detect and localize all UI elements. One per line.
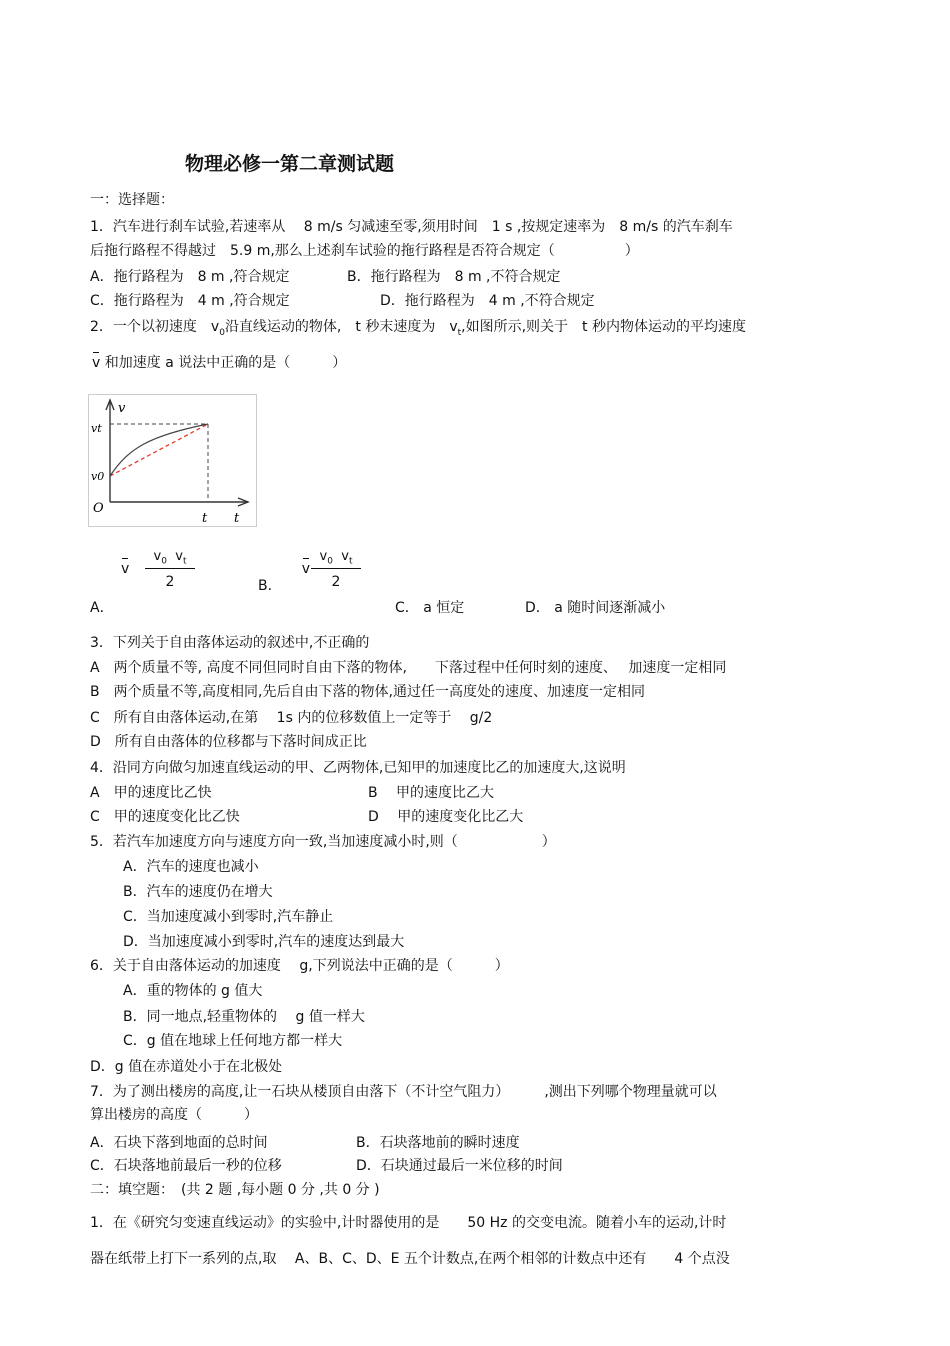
t-label: t <box>202 511 208 526</box>
q7-option-c: C．石块落地前最后一秒的位移 <box>90 1158 282 1174</box>
q1-stem-line2: 后拖行路程不得越过 5.9 m,那么上述刹车试验的拖行路程是否符合规定（ ） <box>90 243 639 259</box>
q3-option-b: B 两个质量不等,高度相同,先后自由下落的物体,通过任一高度处的速度、加速度一定相同 <box>90 684 645 700</box>
q6-option-c: C．g 值在地球上任何地方都一样大 <box>123 1033 343 1049</box>
q2-option-a-label: A． <box>90 600 114 616</box>
t-axis-label: t <box>234 511 240 526</box>
v-bar-symbol: v <box>92 355 101 371</box>
q1-option-b: B．拖行路程为 8 m ,不符合规定 <box>347 269 561 285</box>
page-title: 物理必修一第二章测试题 <box>185 153 395 175</box>
q2-stem-line1: 2．一个以初速度 $v_0$沿直线运动的物体, t 秒末速度为 $v_t$,如图所示,则关于 t 秒内物体运动的平均速度 <box>90 319 746 338</box>
q3-option-c: C 所有自由落体运动,在第 1s 内的位移数值上一定等于 g/2 <box>90 710 493 726</box>
v0-label: v0 <box>91 470 105 483</box>
f1-stem-line1: 1．在《研究匀变速直线运动》的实验中,计时器使用的是 50 Hz 的交变电流。随着小车的运动,计时 <box>90 1215 727 1231</box>
f1-stem-line2: 器在纸带上打下一系列的点,取 A、B、C、D、E 五个计数点,在两个相邻的计数点中还有 4 个点没 <box>90 1251 730 1267</box>
velocity-time-graph <box>88 394 258 529</box>
q7-stem-line1: 7．为了测出楼房的高度,让一石块从楼顶自由落下（不计空气阻力） ,测出下列哪个物理量就可以 <box>90 1084 717 1100</box>
q3-option-a: A 两个质量不等, 高度不同但同时自由下落的物体, 下落过程中任何时刻的速度、 加速度一定相同 <box>90 660 727 676</box>
q4-stem: 4．沿同方向做匀加速直线运动的甲、乙两物体,已知甲的加速度比乙的加速度大,这说明 <box>90 760 626 776</box>
q2-option-b-fraction: $\frac{v_0 v_t}{2}$ <box>311 550 361 589</box>
q6-option-b: B．同一地点,轻重物体的 g 值一样大 <box>123 1009 365 1025</box>
q2-option-a-fraction: $\frac{v_0 v_t}{2}$ <box>145 550 195 589</box>
q4-option-d: D 甲的速度变化比乙大 <box>368 809 524 825</box>
q1-stem-line1: 1．汽车进行刹车试验,若速率从 8 m/s 匀减速至零,须用时间 1 s ,按规定速率为 8 m/s 的汽车刹车 <box>90 219 733 235</box>
q4-option-a: A 甲的速度比乙快 <box>90 785 212 801</box>
q4-option-b: B 甲的速度比乙大 <box>368 785 495 801</box>
q6-stem: 6．关于自由落体运动的加速度 g,下列说法中正确的是（ ） <box>90 958 509 974</box>
q2-option-a-vbar: v <box>121 561 130 577</box>
q6-option-d: D．g 值在赤道处小于在北极处 <box>90 1059 283 1075</box>
q2-option-d: D． a 随时间逐渐减小 <box>525 600 666 616</box>
q6-option-a: A．重的物体的 g 值大 <box>123 983 263 999</box>
section-heading-choice: 一：选择题： <box>90 192 174 208</box>
v-axis-label: v <box>118 401 126 416</box>
q5-option-a: A．汽车的速度也减小 <box>123 859 259 875</box>
q7-option-d: D．石块通过最后一米位移的时间 <box>356 1158 563 1174</box>
section-heading-fill: 二：填空题： (共 2 题 ,每小题 0 分 ,共 0 分 ) <box>90 1182 380 1198</box>
q5-option-d: D．当加速度减小到零时,汽车的速度达到最大 <box>123 934 405 950</box>
q7-option-a: A．石块下落到地面的总时间 <box>90 1135 268 1151</box>
q2-option-b-label: B． <box>258 578 282 594</box>
vt-label: vt <box>91 422 102 435</box>
q7-stem-line2: 算出楼房的高度（ ） <box>90 1107 258 1123</box>
q2-stem-line2: v 和加速度 a 说法中正确的是（ ） <box>92 355 347 371</box>
q4-option-c: C 甲的速度变化比乙快 <box>90 809 240 825</box>
q5-option-b: B．汽车的速度仍在增大 <box>123 884 273 900</box>
q5-stem: 5．若汽车加速度方向与速度方向一致,当加速度减小时,则（ ） <box>90 834 556 850</box>
origin-label: O <box>93 501 104 516</box>
q5-option-c: C．当加速度减小到零时,汽车静止 <box>123 909 334 925</box>
q7-option-b: B．石块落地前的瞬时速度 <box>356 1135 520 1151</box>
q3-stem: 3．下列关于自由落体运动的叙述中,不正确的 <box>90 635 370 651</box>
q1-option-a: A．拖行路程为 8 m ,符合规定 <box>90 269 290 285</box>
q1-option-c: C．拖行路程为 4 m ,符合规定 <box>90 293 290 309</box>
q1-option-d: D．拖行路程为 4 m ,不符合规定 <box>380 293 595 309</box>
q2-option-c: C． a 恒定 <box>395 600 465 616</box>
q2-option-b-vbar: v <box>301 561 311 577</box>
q3-option-d: D 所有自由落体的位移都与下落时间成正比 <box>90 734 367 750</box>
